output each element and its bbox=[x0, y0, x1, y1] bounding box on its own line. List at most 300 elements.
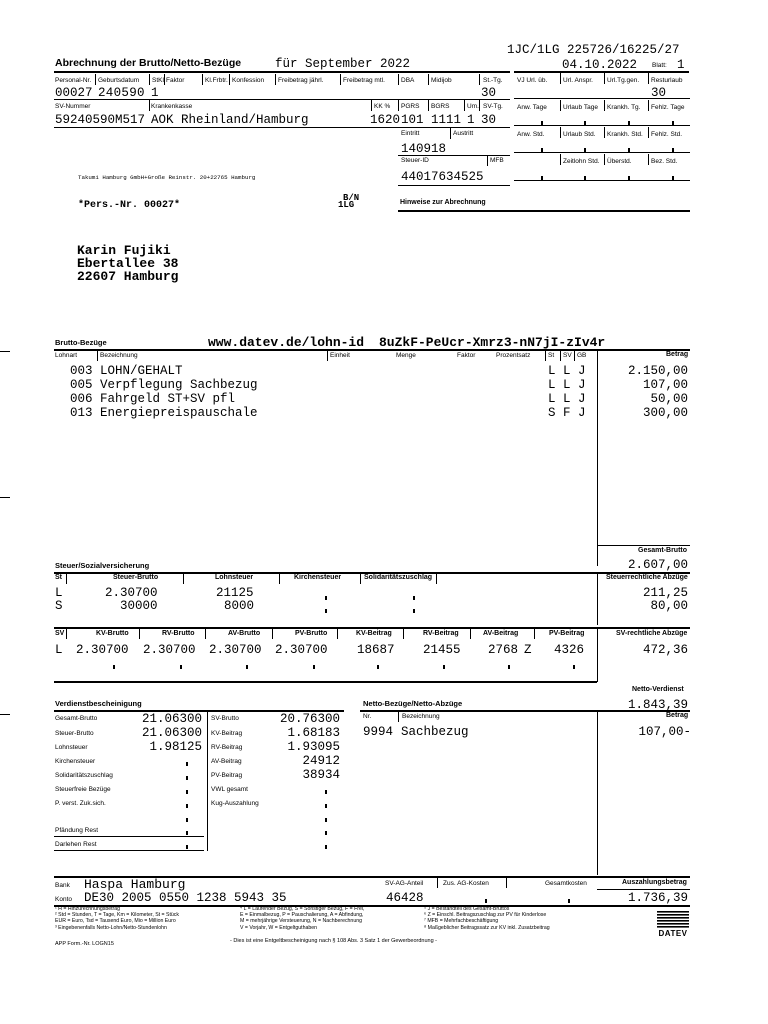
tick bbox=[413, 596, 415, 600]
lohnart-flags: S F J bbox=[548, 406, 586, 420]
grid-line bbox=[164, 74, 165, 85]
label-steuer-abzuege: Steuerrechtliche Abzüge bbox=[606, 574, 688, 581]
sv-row-kv-brutto: 2.30700 bbox=[76, 643, 129, 657]
betrag-column-line bbox=[597, 573, 598, 625]
footnote: ⁵ J = Bestandteil des Gesamt-Bruttos bbox=[424, 906, 510, 912]
margin-mark bbox=[0, 714, 10, 715]
tick bbox=[541, 148, 543, 152]
tick bbox=[584, 121, 586, 125]
lohnart-nr: 003 bbox=[70, 364, 93, 378]
sv-row-av-beitrag: 2768 bbox=[488, 643, 519, 657]
steuer-abzug-value: 211,25 bbox=[642, 586, 688, 600]
grid-line bbox=[398, 711, 399, 722]
bank-label: Bank bbox=[55, 882, 70, 889]
verdienst-label: Darlehen Rest bbox=[55, 841, 97, 848]
um-value: 1 bbox=[467, 113, 475, 127]
verdienst-value: 20.76300 bbox=[279, 712, 340, 726]
sv-row-kv-beitrag: 18687 bbox=[357, 643, 395, 657]
grid-line bbox=[604, 154, 605, 165]
svag-value: 46428 bbox=[386, 891, 424, 905]
verdienst-value: 1.68183 bbox=[287, 726, 340, 740]
sv-row-pv-brutto: 2.30700 bbox=[275, 643, 328, 657]
datev-logo bbox=[657, 911, 689, 942]
grid-line bbox=[560, 73, 561, 84]
eintritt-value: 140918 bbox=[401, 142, 447, 156]
tick bbox=[628, 148, 630, 152]
verdienst-label: Kirchensteuer bbox=[55, 758, 96, 765]
label-av-beitrag: AV-Beitrag bbox=[483, 630, 519, 637]
label-bez-std: Bez. Std. bbox=[651, 158, 678, 165]
address-line: Ebertallee 38 bbox=[77, 256, 179, 271]
label-steuer-brutto: Steuer-Brutto bbox=[113, 574, 159, 581]
label-geburtsdatum: Geburtsdatum bbox=[98, 77, 140, 84]
tick bbox=[246, 665, 248, 669]
grid-line bbox=[506, 877, 507, 888]
grid-line bbox=[95, 74, 96, 85]
label-lohnsteuer: Lohnsteuer bbox=[215, 574, 254, 581]
label-freibetrag-jaehrl: Freibetrag jährl. bbox=[278, 77, 324, 84]
footnote: ³ Eingebenenfalls Netto-Lohn/Netto-Stundenlohn bbox=[55, 924, 167, 931]
label-pv-brutto: PV-Brutto bbox=[295, 630, 328, 637]
lohnart-betrag: 2.150,00 bbox=[627, 364, 688, 378]
label-bgrs: BGRS bbox=[431, 103, 450, 110]
lohn-id-url: www.datev.de/lohn-id bbox=[208, 335, 365, 350]
label-betrag: Betrag bbox=[666, 351, 689, 358]
footnotes-col2 bbox=[240, 906, 364, 931]
footnote: V = Vorjahr, W = Entgeltguthaben bbox=[240, 924, 317, 931]
tick bbox=[413, 609, 415, 613]
grid-line bbox=[139, 628, 140, 639]
label-konfession: Konfession bbox=[232, 77, 265, 84]
footnote: ⁸ Maßgeblicher Beitragssatz zur KV inkl. Zusatzbeitrag bbox=[424, 924, 550, 931]
tick bbox=[672, 121, 674, 125]
label-anw-tage: Anw. Tage bbox=[517, 104, 547, 111]
tick bbox=[584, 176, 586, 180]
verdienst-value: 1.98125 bbox=[149, 740, 202, 754]
label-pgrs: PGRS bbox=[401, 103, 420, 110]
verdienst-value: 21.06300 bbox=[141, 712, 202, 726]
document-title: Abrechnung der Brutto/Netto-Bezüge bbox=[55, 57, 242, 69]
steuer-id-value: 44017634525 bbox=[401, 170, 484, 184]
label-kv-beitrag: KV-Beitrag bbox=[356, 630, 392, 637]
tick bbox=[186, 818, 188, 822]
row-rule bbox=[514, 98, 690, 99]
grid-line bbox=[450, 128, 451, 139]
tick bbox=[113, 665, 115, 669]
betrag-column-line bbox=[597, 350, 598, 566]
footnote: ² Std = Stunden, T = Tage, Km = Kilometer, St = Stück bbox=[55, 912, 179, 919]
row-rule bbox=[514, 180, 690, 181]
row-rule bbox=[54, 850, 204, 851]
label-sv: SV bbox=[55, 630, 65, 637]
row-rule bbox=[54, 127, 510, 128]
section-rule bbox=[54, 627, 690, 629]
margin-mark bbox=[0, 497, 10, 498]
label-netto-betrag: Betrag bbox=[666, 712, 689, 719]
lohnart-flags: L L J bbox=[548, 392, 586, 406]
label-personal-nr: Personal-Nr. bbox=[55, 77, 92, 84]
label-netto-bez: Bezeichnung bbox=[402, 713, 440, 720]
grid-line bbox=[340, 74, 341, 85]
verdienst-value: 21.06300 bbox=[141, 726, 202, 740]
grid-line bbox=[560, 127, 561, 138]
verdienst-value: 38934 bbox=[302, 768, 340, 782]
tick bbox=[186, 831, 188, 835]
lohnart-betrag: 300,00 bbox=[642, 406, 688, 420]
row-rule bbox=[514, 125, 690, 126]
sv-nummer-value: 59240590M517 bbox=[55, 113, 146, 127]
label-bezeichnung: Bezeichnung bbox=[100, 352, 138, 359]
konto-iban: DE30 2005 0550 1238 5943 35 bbox=[84, 891, 287, 905]
tick bbox=[573, 665, 575, 669]
grid-line bbox=[428, 100, 429, 111]
label-prozentsatz: Prozentsatz bbox=[496, 352, 531, 359]
tick bbox=[584, 148, 586, 152]
grid-line bbox=[360, 573, 361, 584]
footnote: ⁶ Z = Einschl. Beitragszuschlag zur PV für Kinderlose bbox=[424, 912, 547, 919]
pers-nr-line: *Pers.-Nr. 00027* bbox=[78, 200, 181, 211]
grid-line bbox=[403, 628, 404, 639]
grid-line bbox=[560, 154, 561, 165]
label-einheit: Einheit bbox=[330, 352, 350, 359]
kk-pct-value: 1620 bbox=[370, 113, 401, 127]
grid-line bbox=[545, 350, 546, 361]
form-number: APP Form.-Nr. LOGN15 bbox=[55, 941, 114, 947]
verdienst-label: Kug-Auszahlung bbox=[211, 800, 259, 807]
tick bbox=[186, 762, 188, 766]
label-mfb: MFB bbox=[490, 157, 504, 164]
label-menge: Menge bbox=[396, 352, 416, 359]
footer-rule bbox=[597, 876, 690, 878]
steuer-row-st: S bbox=[55, 599, 63, 613]
label-vj-url: VJ Url. üb. bbox=[517, 77, 548, 84]
grid-line bbox=[149, 100, 150, 111]
blatt-label: Blatt: bbox=[652, 62, 667, 69]
bank-name: Haspa Hamburg bbox=[84, 877, 186, 892]
label-faktor: Faktor bbox=[457, 352, 476, 359]
lohnart-nr: 006 bbox=[70, 392, 93, 406]
label-sv-abzuege: SV-rechtliche Abzüge bbox=[616, 630, 688, 637]
sv-row-pv-beitrag: 4326 bbox=[554, 643, 585, 657]
steuer-row-brutto: 2.30700 bbox=[105, 586, 158, 600]
auszahlung-label: Auszahlungsbetrag bbox=[622, 879, 687, 886]
grid-line bbox=[279, 573, 280, 584]
tick bbox=[325, 818, 327, 822]
grid-line bbox=[183, 573, 184, 584]
gesamt-brutto-value: 2.607,00 bbox=[627, 558, 688, 572]
tick bbox=[541, 176, 543, 180]
footnotes-col3 bbox=[424, 906, 550, 931]
verdienst-label: SV-Brutto bbox=[211, 715, 239, 722]
footnote: EUR = Euro, Tsd = Tausend Euro, Mio = Million Euro bbox=[55, 918, 176, 925]
resturlaub-value: 30 bbox=[651, 86, 667, 100]
label-steuer-id: Steuer-ID bbox=[401, 157, 429, 164]
grid-line bbox=[479, 100, 480, 111]
issue-date: 04.10.2022 bbox=[562, 58, 638, 72]
side-grid bbox=[514, 73, 690, 193]
tick bbox=[186, 790, 188, 794]
tick bbox=[325, 596, 327, 600]
netto-abzuege-section-label: Netto-Bezüge/Netto-Abzüge bbox=[363, 699, 463, 708]
gesamt-brutto-label: Gesamt-Brutto bbox=[638, 547, 688, 554]
label-kirchensteuer: Kirchensteuer bbox=[294, 574, 342, 581]
verdienst-label: Steuerfreie Bezüge bbox=[55, 786, 111, 793]
label-steuer-st: St bbox=[55, 574, 62, 581]
grid-line bbox=[560, 100, 561, 111]
margin-mark bbox=[0, 351, 10, 352]
label-urlaub-tage: Urlaub Tage bbox=[563, 104, 598, 111]
row-rule bbox=[54, 836, 204, 837]
zus-ag-label: Zus. AG-Kosten bbox=[443, 880, 489, 887]
footnote: M = mehrjährige Versteuerung, N = Nachberechnung bbox=[240, 918, 362, 925]
sv-row-av-brutto: 2.30700 bbox=[209, 643, 262, 657]
label-dba: DBA bbox=[401, 77, 415, 84]
konto-label: Konto bbox=[55, 896, 72, 903]
gesamtkosten-label: Gesamtkosten bbox=[545, 880, 587, 887]
label-st: St bbox=[548, 352, 555, 359]
section-rule bbox=[54, 681, 597, 683]
steuer-row-st: L bbox=[55, 586, 63, 600]
verdienst-value: 24912 bbox=[302, 754, 340, 768]
grid-line bbox=[202, 74, 203, 85]
grid-line bbox=[327, 350, 328, 361]
tick bbox=[628, 176, 630, 180]
grid-line bbox=[479, 74, 480, 85]
verdienst-section-label: Verdienstbescheinigung bbox=[55, 699, 142, 708]
footnote: ⁴ L = Laufender Bezug, S = Sonstiger Bezug, F = Frei, bbox=[240, 906, 365, 912]
label-faktor: Faktor bbox=[166, 77, 185, 84]
tick bbox=[313, 665, 315, 669]
bgrs-value: 1111 bbox=[431, 113, 462, 127]
tick bbox=[672, 176, 674, 180]
grid-line bbox=[97, 350, 98, 361]
label-midijob: Midijob bbox=[431, 77, 452, 84]
grid-line bbox=[604, 127, 605, 138]
verdienst-label: Lohnsteuer bbox=[55, 744, 88, 751]
tick bbox=[377, 665, 379, 669]
tick bbox=[485, 899, 487, 903]
label-resturlaub: Resturlaub bbox=[651, 77, 683, 84]
verdienst-label: PV-Beitrag bbox=[211, 772, 243, 779]
grid-line bbox=[648, 154, 649, 165]
st-tg-value: 30 bbox=[481, 86, 497, 100]
tick bbox=[325, 804, 327, 808]
svag-label: SV-AG-Anteil bbox=[385, 880, 424, 887]
lohnart-betrag: 50,00 bbox=[650, 392, 688, 406]
betrag-column-line bbox=[597, 628, 598, 682]
grid-line bbox=[534, 628, 535, 639]
label-krankenkasse: Krankenkasse bbox=[151, 103, 193, 110]
label-anw-std: Anw. Std. bbox=[517, 131, 545, 138]
lohn-id-code: 8uZkF-PeUcr-Xmrz3-nN7jI-zIv4r bbox=[379, 335, 606, 350]
label-freibetrag-mtl: Freibetrag mtl. bbox=[343, 77, 385, 84]
label-krankh-std: Krankh. Std. bbox=[607, 131, 643, 138]
bn-code-bottom: 1LG bbox=[338, 200, 355, 210]
lohnart-bez: Energiepreispauschale bbox=[100, 406, 258, 420]
lohnart-betrag: 107,00 bbox=[642, 378, 688, 392]
grid-line bbox=[560, 350, 561, 361]
grid-line bbox=[604, 100, 605, 111]
label-netto-nr: Nr. bbox=[363, 713, 372, 720]
netto-verdienst-label: Netto-Verdienst bbox=[632, 686, 684, 693]
row-rule bbox=[54, 99, 510, 100]
label-kv-brutto: KV-Brutto bbox=[96, 630, 129, 637]
krankenkasse-value: AOK Rheinland/Hamburg bbox=[151, 113, 309, 127]
grid-line bbox=[272, 628, 273, 639]
tick bbox=[325, 609, 327, 613]
verdienst-label: Solidaritätszuschlag bbox=[55, 772, 113, 779]
address-line: 22607 Hamburg bbox=[77, 269, 179, 284]
label-av-brutto: AV-Brutto bbox=[228, 630, 261, 637]
netto-verdienst-value: 1.843,39 bbox=[627, 698, 688, 712]
label-lohnart: Lohnart bbox=[55, 352, 78, 359]
sv-tg-value: 30 bbox=[481, 113, 497, 127]
tick bbox=[672, 148, 674, 152]
sv-row-av-flag: Z bbox=[524, 643, 532, 657]
netto-item-betrag: 107,00- bbox=[638, 725, 691, 739]
stkl-value: 1 bbox=[151, 86, 159, 100]
tick bbox=[186, 776, 188, 780]
label-pv-beitrag: PV-Beitrag bbox=[549, 630, 585, 637]
label-url-tg-gen: Url.Tg.gen. bbox=[607, 77, 640, 84]
verdienst-label: RV-Beitrag bbox=[211, 744, 243, 751]
address-line: Karin Fujiki bbox=[77, 243, 171, 258]
sv-abzug-value: 472,36 bbox=[642, 643, 688, 657]
label-urlaub-std: Urlaub Std. bbox=[563, 131, 596, 138]
footnote: ¹ H = Hinzurechnungsbetrag bbox=[55, 906, 121, 912]
label-rv-beitrag: RV-Beitrag bbox=[423, 630, 459, 637]
grid-line bbox=[66, 573, 67, 584]
grid-line bbox=[574, 350, 575, 361]
grid-line bbox=[604, 73, 605, 84]
tick bbox=[325, 831, 327, 835]
lohnart-bez: LOHN/GEHALT bbox=[100, 364, 183, 378]
hinweise-rule bbox=[398, 210, 690, 212]
verdienst-label: Steuer-Brutto bbox=[55, 730, 94, 737]
grid-line bbox=[436, 573, 437, 584]
footnotes-col1 bbox=[55, 906, 179, 931]
lohnart-nr: 005 bbox=[70, 378, 93, 392]
row-rule bbox=[398, 185, 510, 186]
lohnart-bez: Verpflegung Sachbezug bbox=[100, 378, 258, 392]
netto-item-bez: Sachbezug bbox=[401, 725, 469, 739]
section-rule bbox=[54, 349, 690, 351]
section-rule bbox=[360, 710, 690, 712]
period: für September 2022 bbox=[275, 57, 411, 71]
label-sv-nummer: SV-Nummer bbox=[55, 103, 91, 110]
lohnart-flags: L L J bbox=[548, 364, 586, 378]
label-ueberstd: Überstd. bbox=[607, 158, 632, 165]
header-rule bbox=[54, 71, 510, 73]
brutto-section-label: Brutto-Bezüge bbox=[55, 338, 107, 347]
netto-divider bbox=[597, 711, 598, 875]
tick bbox=[628, 121, 630, 125]
grid-line bbox=[229, 74, 230, 85]
verdienst-label: KV-Beitrag bbox=[211, 730, 243, 737]
label-austritt: Austritt bbox=[453, 130, 474, 137]
label-krankh-tg: Krankh. Tg. bbox=[607, 104, 641, 111]
grid-line bbox=[398, 100, 399, 111]
grid-line bbox=[66, 628, 67, 639]
steuer-row-brutto: 30000 bbox=[120, 599, 158, 613]
grid-line bbox=[470, 628, 471, 639]
verdienst-label: VWL gesamt bbox=[211, 786, 248, 793]
label-gb: GB bbox=[577, 352, 587, 359]
label-fehlz-tage: Fehlz. Tage bbox=[651, 104, 685, 111]
label-eintritt: Eintritt bbox=[401, 130, 420, 137]
tick bbox=[180, 665, 182, 669]
verdienst-label: Gesamt-Brutto bbox=[55, 715, 98, 722]
lohnart-flags: L L J bbox=[548, 378, 586, 392]
tick bbox=[443, 665, 445, 669]
label-um: Um. bbox=[467, 103, 479, 110]
sv-row-rv-brutto: 2.30700 bbox=[143, 643, 196, 657]
grid-line bbox=[648, 100, 649, 111]
grid-line bbox=[648, 127, 649, 138]
grid-line bbox=[464, 100, 465, 111]
tick bbox=[568, 899, 570, 903]
verdienst-label: Pfändung Rest bbox=[55, 827, 99, 834]
grid-line bbox=[648, 73, 649, 84]
auszahlung-value: 1.736,39 bbox=[627, 891, 688, 905]
tick bbox=[541, 121, 543, 125]
label-kl-frbtr: Kl.Frbtr. bbox=[205, 77, 228, 84]
grid-line bbox=[205, 628, 206, 639]
grid-line bbox=[149, 74, 150, 85]
geburtsdatum-value: 240590 bbox=[98, 86, 145, 100]
gesamt-rule bbox=[597, 545, 690, 546]
grid-line bbox=[437, 877, 438, 888]
label-soli: Solidaritätszuschlag bbox=[364, 574, 433, 581]
label-sv: SV bbox=[563, 352, 572, 359]
grid-line bbox=[487, 155, 488, 166]
label-sv-tg: SV-Tg. bbox=[483, 103, 503, 110]
steuer-row-lohnsteuer: 8000 bbox=[224, 599, 255, 613]
label-fehlz-std: Fehlz. Std. bbox=[651, 131, 683, 138]
netto-item-nr: 9994 bbox=[363, 725, 394, 739]
footnote: ⁷ MFB = Mehrfachbeschäftigung bbox=[424, 918, 499, 925]
grid-line bbox=[398, 74, 399, 85]
disclaimer: - Dies ist eine Entgeltbescheinigung nach § 108 Abs. 3 Satz 1 der Gewerbeordnung - bbox=[230, 938, 437, 944]
hinweise-label: Hinweise zur Abrechnung bbox=[400, 199, 486, 206]
reference-number: 1JC/1LG 225726/16225/27 bbox=[507, 43, 680, 57]
label-url-anspr: Url. Anspr. bbox=[563, 77, 593, 84]
lohnart-nr: 013 bbox=[70, 406, 93, 420]
label-zeitlohn-std: Zeitlohn Std. bbox=[563, 158, 600, 165]
lohnart-bez: Fahrgeld ST+SV pfl bbox=[100, 392, 236, 406]
label-st-tg: St.-Tg. bbox=[483, 77, 503, 84]
grid-line bbox=[428, 74, 429, 85]
verdienst-label: AV-Beitrag bbox=[211, 758, 242, 765]
datev-wordmark: DATEV bbox=[658, 929, 688, 938]
tick bbox=[325, 845, 327, 849]
label-stkl: StKl bbox=[152, 77, 164, 84]
row-rule bbox=[398, 155, 510, 156]
pgrs-value: 101 bbox=[401, 113, 424, 127]
tick bbox=[186, 845, 188, 849]
steuer-abzug-value: 80,00 bbox=[650, 599, 688, 613]
blatt-number: 1 bbox=[677, 58, 685, 72]
verdienst-label: P. verst. Zuk.sich. bbox=[55, 800, 106, 807]
footnote: E = Einmalbezug, P = Pauschalierung, A = Abfindung, bbox=[240, 912, 364, 919]
grid-line bbox=[337, 628, 338, 639]
grid-line bbox=[371, 100, 372, 111]
personal-nr-value: 00027 bbox=[55, 86, 93, 100]
label-kk-pct: KK % bbox=[374, 103, 391, 110]
row-rule bbox=[514, 152, 690, 153]
label-rv-brutto: RV-Brutto bbox=[162, 630, 195, 637]
tick bbox=[325, 790, 327, 794]
